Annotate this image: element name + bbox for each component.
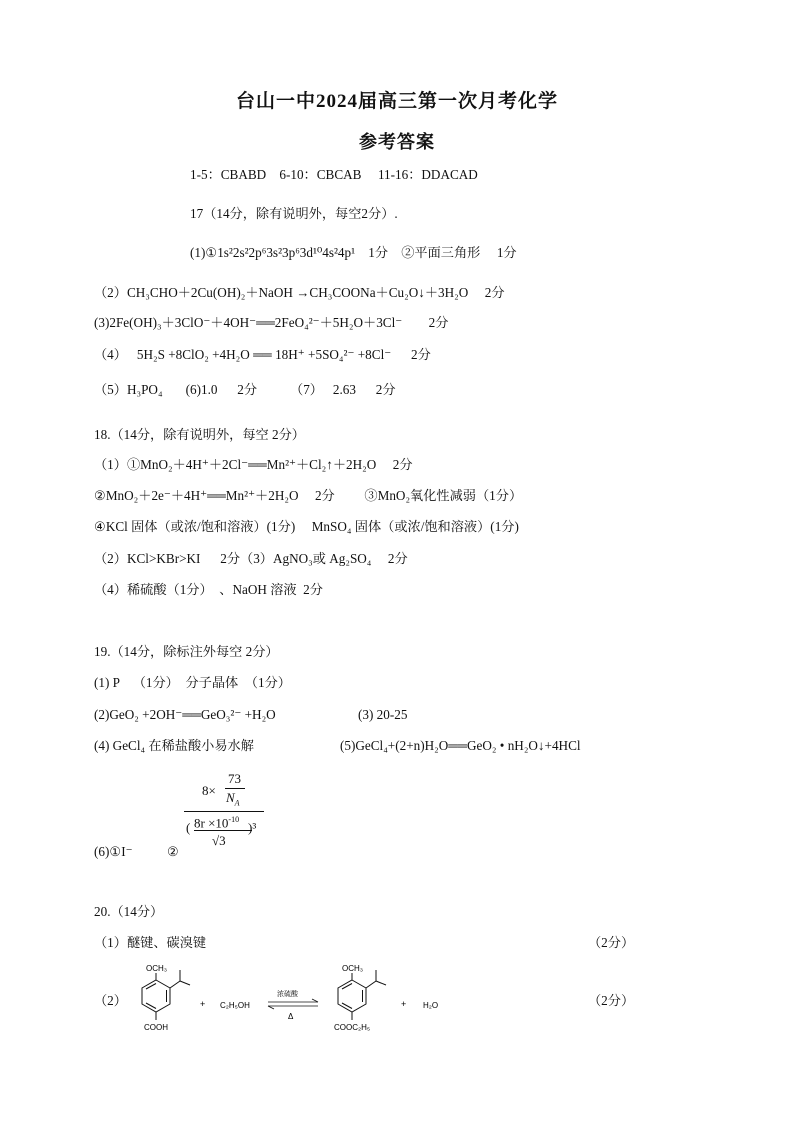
page-title: 台山一中2024届高三第一次月考化学: [235, 91, 558, 112]
product-isopropyl-bond: [366, 981, 376, 988]
q18-heading: 18.（14分，除有说明外，每空 2分）: [94, 427, 305, 442]
formula-paren-close: )³: [248, 820, 257, 835]
q19-part1: (1) P （1分） 分子晶体 （1分）: [94, 675, 291, 690]
q17-heading: 17（14分，除有说明外，每空2分）.: [190, 206, 398, 221]
q18-part5: （4）稀硫酸（1分） 、NaOH 溶液 2分: [94, 582, 323, 597]
product-isopropyl-branch: [376, 981, 386, 985]
q17-part4: （4） 5H₂S +8ClO₂ +4H₂O ══ 18H⁺ +5SO₄²⁻ +8Cl⁻ 2分: [94, 347, 431, 362]
reversible-arrow: [268, 999, 318, 1009]
reverse-arrowhead: [268, 1006, 274, 1009]
q18-part2: ②MnO₂＋2e⁻＋4H⁺══Mn²⁺＋2H₂O 2分 ③MnO₂氧化性减弱（1分）: [94, 488, 523, 503]
density-formula: [184, 768, 264, 860]
product-top-substituent: OCH₃: [342, 964, 364, 973]
q20-heading: 20.（14分）: [94, 904, 164, 919]
product-benzene-ring: [338, 980, 366, 1012]
q19-part5: (5)GeCl₄+(2+n)H₂O══GeO₂ • nH₂O↓+4HCl: [340, 738, 581, 753]
den-fraction-line: [194, 830, 252, 831]
forward-arrowhead: [312, 999, 318, 1002]
avogadro-subscript: A: [234, 798, 240, 808]
mc-answers: 1-5：CBABD 6-10：CBCAB 11-16：DDACAD: [190, 167, 478, 182]
formula-avogadro: [226, 789, 240, 813]
reactant-structure: [142, 970, 190, 1020]
formula-coef: 8×: [202, 783, 216, 798]
reactant-bottom-substituent: COOH: [144, 1023, 168, 1032]
formula-molar-mass: 73: [228, 771, 241, 786]
q17-part1: (1)①1s²2s²2p⁶3s²3p⁶3d¹⁰4s²4p¹ 1分 ②平面三角形 1分: [190, 245, 517, 260]
water-byproduct: H₂O: [423, 1001, 439, 1010]
heat-label: Δ: [288, 1012, 294, 1021]
formula-sqrt3: √3: [212, 833, 226, 848]
q19-part3: (3) 20-25: [358, 707, 408, 722]
product-bottom-substituent: COOC₂H₅: [334, 1023, 371, 1032]
avogadro-symbol: N: [226, 790, 235, 805]
q20-part2-label: （2）: [94, 993, 127, 1008]
reactant-isopropyl-bond: [170, 981, 180, 988]
q19-part6-1: (6)①I⁻: [94, 844, 133, 859]
formula-paren-open: (: [186, 820, 191, 835]
q18-part4: （2）KCl>KBr>KI 2分（3）AgNO₃或 Ag₂SO₄ 2分: [94, 551, 408, 566]
plus-sign: +: [200, 999, 206, 1009]
page-subtitle: 参考答案: [359, 132, 435, 152]
q19-part2: (2)GeO₂ +2OH⁻══GeO₃²⁻ +H₂O: [94, 707, 276, 722]
q19-part4: (4) GeCl₄ 在稀盐酸小易水解: [94, 738, 254, 753]
ethanol-reagent: C₂H₅OH: [220, 1001, 250, 1010]
esterification-scheme: [120, 958, 460, 1040]
q17-part2: （2）CH₃CHO＋2Cu(OH)₂＋NaOH →CH₃COONa＋Cu₂O↓＋3H₂O 2分: [94, 285, 505, 300]
product-structure: [338, 970, 386, 1020]
q20-part2-score: （2分）: [588, 993, 635, 1008]
q17-part3: (3)2Fe(OH)₃＋3ClO⁻＋4OH⁻══2FeO₄²⁻＋5H₂O＋3Cl⁻ 2分: [94, 315, 449, 330]
q17-part5: （5）H₃PO₄ (6)1.0 2分 （7） 2.63 2分: [94, 382, 396, 397]
q20-part1: （1）醚键、碳溴键: [94, 935, 207, 950]
formula-exponent: -10: [228, 815, 240, 824]
formula-edge: 8r ×10: [194, 815, 229, 831]
reactant-benzene-ring: [142, 980, 170, 1012]
catalyst-label: 浓硫酸: [277, 991, 298, 998]
reactant-top-substituent: OCH₃: [146, 964, 168, 973]
q19-part6-2: ②: [167, 844, 179, 859]
q20-part1-score: （2分）: [588, 935, 635, 950]
q19-heading: 19.（14分，除标注外每空 2分）: [94, 644, 279, 659]
q18-part3: ④KCl 固体（或浓/饱和溶液）(1分) MnSO₄ 固体（或浓/饱和溶液）(1分): [94, 519, 519, 534]
q18-part1: （1）①MnO₂＋4H⁺＋2Cl⁻══Mn²⁺＋Cl₂↑＋2H₂O 2分: [94, 457, 413, 472]
plus-sign: +: [401, 999, 407, 1009]
reactant-isopropyl-branch: [180, 981, 190, 985]
